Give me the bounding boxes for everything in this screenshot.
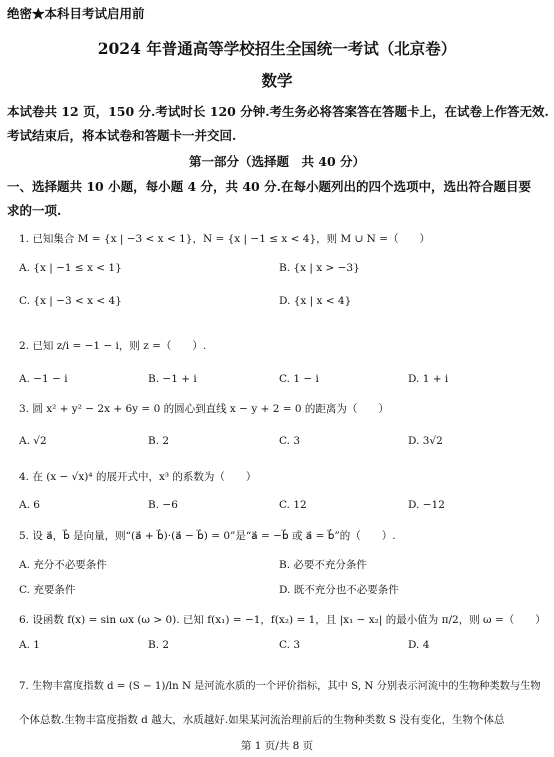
section-title: 第一部分（选择题 共 40 分）: [188, 154, 366, 169]
option-b: B. 必要不充分条件: [279, 559, 367, 571]
option-a: A. 6: [19, 499, 40, 511]
option-c: C. 12: [279, 499, 307, 511]
option-b: B. −6: [148, 499, 178, 511]
option-d: D. −12: [408, 499, 445, 511]
confidential-label: 绝密★本科目考试启用前: [7, 6, 145, 21]
instruction-line: 考试结束后，将本试卷和答题卡一并交回.: [7, 128, 237, 143]
option-c: C. 3: [279, 435, 301, 447]
option-c: C. 充要条件: [19, 584, 76, 596]
question-stem: 4. 在 (x − √x)⁴ 的展开式中，x³ 的系数为（ ）: [19, 471, 257, 483]
section-heading: 求的一项.: [7, 203, 62, 218]
option-d: D. 1 + i: [408, 373, 449, 385]
option-d: D. 既不充分也不必要条件: [279, 584, 399, 596]
section-heading: 一、选择题共 10 小题，每小题 4 分，共 40 分.在每小题列出的四个选项中，选出符合题目要: [7, 179, 531, 194]
option-b: B. {x | x > −3}: [279, 262, 360, 274]
option-b: B. 2: [148, 639, 170, 651]
option-c: C. 3: [279, 639, 301, 651]
option-a: A. √2: [19, 435, 47, 447]
subject-title: 数学: [261, 71, 293, 90]
option-a: A. {x | −1 ≤ x < 1}: [19, 262, 122, 274]
option-d: D. 3√2: [408, 435, 443, 447]
question-stem: 7. 生物丰富度指数 d = (S − 1)/ln N 是河流水质的一个评价指标，其中 S, N 分别表示河流中的生物种类数与生物: [19, 680, 541, 692]
option-a: A. 1: [19, 639, 40, 651]
option-b: B. 2: [148, 435, 170, 447]
option-d: D. {x | x < 4}: [279, 295, 352, 307]
option-a: A. −1 − i: [19, 373, 68, 385]
question-stem: 1. 已知集合 M = {x | −3 < x < 1}，N = {x | −1 ≤ x < 4}，则 M ∪ N =（ ）: [19, 233, 431, 245]
question-stem: 6. 设函数 f(x) = sin ωx (ω > 0). 已知 f(x₁) = −1，f(x₂) = 1，且 |x₁ − x₂| 的最小值为 π/2，则 ω =（ ）: [19, 614, 546, 626]
question-stem: 5. 设 a⃗，b⃗ 是向量，则“(a⃗ + b⃗)·(a⃗ − b⃗) = 0”是“a⃗ = −b⃗ 或 a⃗ = b⃗”的（ ）.: [19, 530, 396, 542]
option-d: D. 4: [408, 639, 430, 651]
exam-title: 2024 年普通高等学校招生全国统一考试（北京卷）: [97, 39, 457, 58]
option-a: A. 充分不必要条件: [19, 559, 107, 571]
option-c: C. {x | −3 < x < 4}: [19, 295, 122, 307]
option-b: B. −1 + i: [148, 373, 197, 385]
question-stem: 个体总数.生物丰富度指数 d 越大，水质越好.如果某河流治理前后的生物种类数 S 没有变化，生物个体总: [19, 714, 505, 726]
option-c: C. 1 − i: [279, 373, 319, 385]
page-number: 第 1 页/共 8 页: [240, 740, 314, 752]
instruction-line: 本试卷共 12 页，150 分.考试时长 120 分钟.考生务必将答案答在答题卡上，在试卷上作答无效.: [7, 104, 549, 119]
question-stem: 3. 圆 x² + y² − 2x + 6y = 0 的圆心到直线 x − y + 2 = 0 的距离为（ ）: [19, 403, 389, 415]
question-stem: 2. 已知 z/i = −1 − i，则 z =（ ）.: [19, 340, 207, 352]
